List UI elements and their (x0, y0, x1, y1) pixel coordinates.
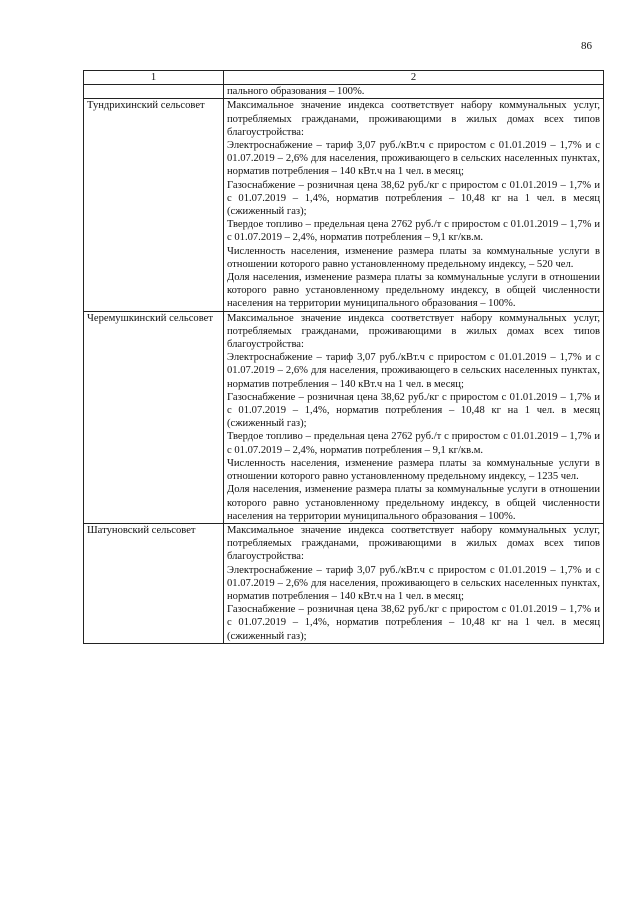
description-cell (224, 99, 604, 311)
paragraph: Твердое топливо – предельная цена 2762 руб./т с приростом с 01.01.2019 – 1,7% и с 01.07.2019 – 2,4%, норматив потребления – 9,1 кг/кв.м. (227, 219, 600, 244)
paragraph: Доля населения, изменение размера платы за коммунальные услуги в отношении которого равно установленному предельному индексу, в общей численности населения на территории муниципального образования – 100%. (227, 272, 600, 310)
paragraph: Газоснабжение – розничная цена 38,62 руб./кг с приростом с 01.01.2019 – 1,7% и с 01.07.2019 – 1,4%, норматив потребления – 10,48 кг на 1 чел. в месяц (сжиженный газ); (227, 179, 600, 218)
index-table (83, 70, 604, 644)
continuation-row (84, 85, 604, 99)
paragraph: Максимальное значение индекса соответствует набору коммунальных услуг, потребляемых гражданами, проживающими в жилых домах всех типов благоустройства: (227, 524, 600, 563)
description-cell (224, 523, 604, 643)
paragraph: Электроснабжение – тариф 3,07 руб./кВт.ч с приростом с 01.01.2019 – 1,7% и с 01.07.2019 – 2,6% для населения, проживающего в сельских населенных пунктах, норматив потребления – 140 кВт.ч на 1 чел. в месяц; (227, 140, 600, 178)
table-row (84, 311, 604, 523)
municipality-name: Тундрихинский сельсовет (84, 99, 224, 311)
table-header-row (84, 71, 604, 85)
paragraph: Электроснабжение – тариф 3,07 руб./кВт.ч с приростом с 01.01.2019 – 1,7% и с 01.07.2019 – 2,6% для населения, проживающего в сельских населенных пунктах, норматив потребления – 140 кВт.ч на 1 чел. в месяц; (227, 352, 600, 390)
paragraph: Газоснабжение – розничная цена 38,62 руб./кг с приростом с 01.01.2019 – 1,7% и с 01.07.2019 – 1,4%, норматив потребления – 10,48 кг на 1 чел. в месяц (сжиженный газ); (227, 391, 600, 430)
municipality-name: Шатуновский сельсовет (84, 523, 224, 643)
table-row (84, 99, 604, 311)
description-cell (224, 311, 604, 523)
paragraph: Электроснабжение – тариф 3,07 руб./кВт.ч с приростом с 01.01.2019 – 1,7% и с 01.07.2019 – 2,6% для населения, проживающего в сельских населенных пунктах, норматив потребления – 140 кВт.ч на 1 чел. в месяц; (227, 564, 600, 602)
paragraph: Максимальное значение индекса соответствует набору коммунальных услуг, потребляемых гражданами, проживающими в жилых домах всех типов благоустройства: (227, 312, 600, 351)
continuation-empty-cell (84, 85, 224, 99)
continuation-text: пального образования – 100%. (227, 86, 365, 98)
paragraph: Твердое топливо – предельная цена 2762 руб./т с приростом с 01.01.2019 – 1,7% и с 01.07.2019 – 2,4%, норматив потребления – 9,1 кг/кв.м. (227, 431, 600, 456)
paragraph: Доля населения, изменение размера платы за коммунальные услуги в отношении которого равно установленному предельному индексу, в общей численности населения на территории муниципального образования – 100%. (227, 484, 600, 522)
page-number: 86 (581, 40, 592, 52)
paragraph: Максимальное значение индекса соответствует набору коммунальных услуг, потребляемых гражданами, проживающими в жилых домах всех типов благоустройства: (227, 100, 600, 138)
column-header-2: 2 (224, 71, 604, 85)
column-header-1: 1 (84, 71, 224, 85)
paragraph: Численность населения, изменение размера платы за коммунальные услуги в отношении которого равно установленному предельному индексу, – 1235 чел. (227, 457, 600, 483)
paragraph: Численность населения, изменение размера платы за коммунальные услуги в отношении которого равно установленному предельному индексу, – 520 чел. (227, 245, 600, 270)
municipality-name: Черемушкинский сельсовет (84, 311, 224, 523)
table-row (84, 523, 604, 643)
paragraph: Газоснабжение – розничная цена 38,62 руб./кг с приростом с 01.01.2019 – 1,7% и с 01.07.2019 – 1,4%, норматив потребления – 10,48 кг на 1 чел. в месяц (сжиженный газ); (227, 604, 600, 642)
continuation-cell (224, 85, 604, 99)
